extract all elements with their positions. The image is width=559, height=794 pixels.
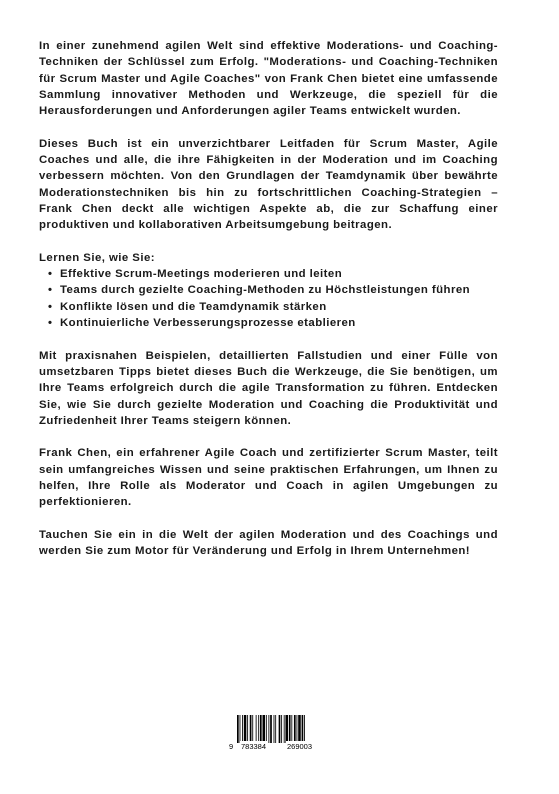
barcode-digits (228, 741, 328, 753)
barcode-left-digits: 783384 (241, 742, 267, 751)
list-item (39, 282, 498, 298)
guide-paragraph: Dieses Buch ist ein unverzichtbarer Leitfaden für Scrum Master, Agile Coaches und alle, die ihre Fähigkeiten in der Moderation und im Coaching verbessern möchten. Von den Grundlagen der Teamdynamik über bewährte Moderationstechniken bis hin zu fortschrittlichen Coaching-Strategien – Frank Chen deckt alle wichtigen Aspekte ab, die zur Schaffung einer produktiven und kollaborativen Arbeitsumgebung beitragen. (39, 137, 498, 232)
bullet-icon: • (48, 268, 53, 281)
learn-list (39, 266, 498, 331)
learn-list-intro: Lernen Sie, wie Sie: (39, 251, 155, 264)
list-item (39, 315, 498, 331)
blurb-text (39, 38, 498, 560)
call-to-action-paragraph: Tauchen Sie ein in die Welt der agilen Moderation und des Coachings und werden Sie zum Motor für Veränderung und Erfolg in Ihrem Unternehmen! (39, 528, 498, 558)
list-item-text: Teams durch gezielte Coaching-Methoden zu Höchstleistungen führen (60, 284, 471, 297)
list-item-text: Konflikte lösen und die Teamdynamik stärken (60, 300, 327, 313)
bullet-icon: • (48, 300, 53, 313)
list-item (39, 299, 498, 315)
list-item-text: Kontinuierliche Verbesserungsprozesse etablieren (60, 317, 356, 330)
barcode-right-digits: 269003 (287, 742, 313, 751)
bullet-icon: • (48, 284, 53, 297)
bullet-icon: • (48, 317, 53, 330)
intro-paragraph: In einer zunehmend agilen Welt sind effektive Moderations- und Coaching-Techniken der Schlüssel zum Erfolg. "Moderations- und Coaching-Techniken für Scrum Master und Agile Coaches" von Frank Chen bietet eine umfassende Sammlung innovativer Methoden und Werkzeuge, die speziell für die Herausforderungen und Anforderungen agiler Teams entwickelt wurden. (39, 40, 498, 118)
list-item (39, 266, 498, 282)
isbn-barcode (228, 714, 328, 754)
author-paragraph: Frank Chen, ein erfahrener Agile Coach und zertifizierter Scrum Master, teilt sein umfangreiches Wissen und seine praktischen Erfahrungen, um Ihnen zu helfen, Ihre Rolle als Moderator und Coach in agilen Umgebungen zu perfektionieren. (39, 447, 498, 509)
practice-paragraph: Mit praxisnahen Beispielen, detaillierten Fallstudien und einer Fülle von umsetzbaren Tipps bietet dieses Buch die Werkzeuge, die Sie benötigen, um Ihre Teams erfolgreich durch die agile Transformation zu führen. Entdecken Sie, wie Sie durch gezielte Moderation und Coaching die Produktivität und Zufriedenheit Ihrer Teams steigern können. (39, 349, 498, 427)
barcode-lead-digit: 9 (229, 742, 234, 751)
list-item-text: Effektive Scrum-Meetings moderieren und leiten (60, 268, 343, 281)
